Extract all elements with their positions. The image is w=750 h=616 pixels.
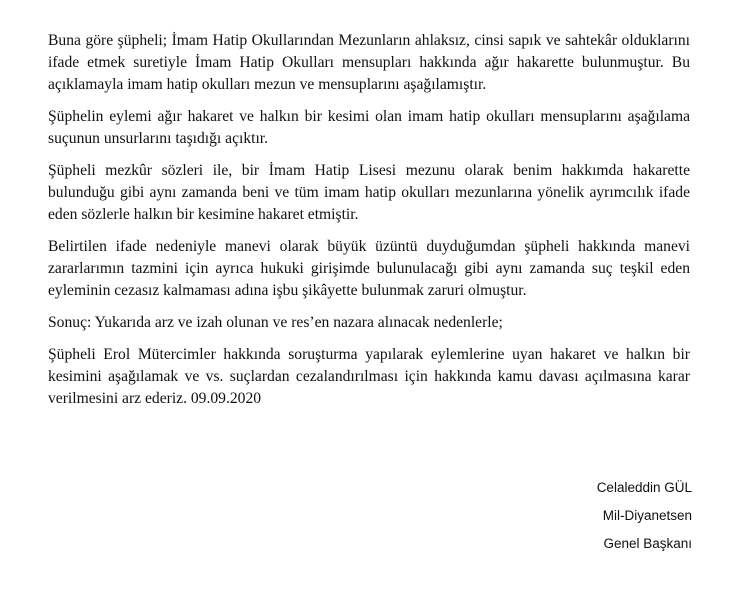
document-body [48,30,690,420]
signature-title: Genel Başkanı [603,536,692,551]
signature-block [597,474,692,558]
signature-organization: Mil-Diyanetsen [602,508,692,523]
paragraph-5: Sonuç: Yukarıda arz ve izah olunan ve res’en nazara alınacak nedenlerle; [48,314,503,331]
paragraph-2: Şüphelin eylemi ağır hakaret ve halkın bir kesimi olan imam hatip okulları mensuplarını aşağılama suçunun unsurlarını taşıdığı açıktır. [48,108,690,147]
paragraph-4: Belirtilen ifade nedeniyle manevi olarak büyük üzüntü duyduğumdan şüpheli hakkında manevi zararlarımın tazmini için ayrıca hukuki girişimde bulunulacağı gibi aynı zamanda suç teşkil eden eyleminin cezasız kalmaması adına işbu şikâyette bulunmak zaruri olmuştur. [48,238,690,299]
paragraph-1: Buna göre şüpheli; İmam Hatip Okullarından Mezunların ahlaksız, cinsi sapık ve sahtekâr olduklarını ifade etmek suretiyle İmam Hatip Okulları mensupları hakkında ağır hakarette bulunmuştur. Bu açıklamayla imam hatip okulları mezun ve mensuplarını aşağılamıştır. [48,32,690,93]
paragraph-3: Şüpheli mezkûr sözleri ile, bir İmam Hatip Lisesi mezunu olarak benim hakkımda hakarette bulunduğu gibi aynı zamanda beni ve tüm imam hatip okulları mezunlarına yönelik ayrımcılık ifade eden sözlerle halkın bir kesimine hakaret etmiştir. [48,162,690,223]
signature-name: Celaleddin GÜL [596,480,692,495]
paragraph-6: Şüpheli Erol Mütercimler hakkında soruşturma yapılarak eylemlerine uyan hakaret ve halkın bir kesimini aşağılamak ve vs. suçlardan cezalandırılması için hakkında kamu davası açılmasına karar verilmesini arz ederiz. 09.09.2020 [48,346,690,407]
